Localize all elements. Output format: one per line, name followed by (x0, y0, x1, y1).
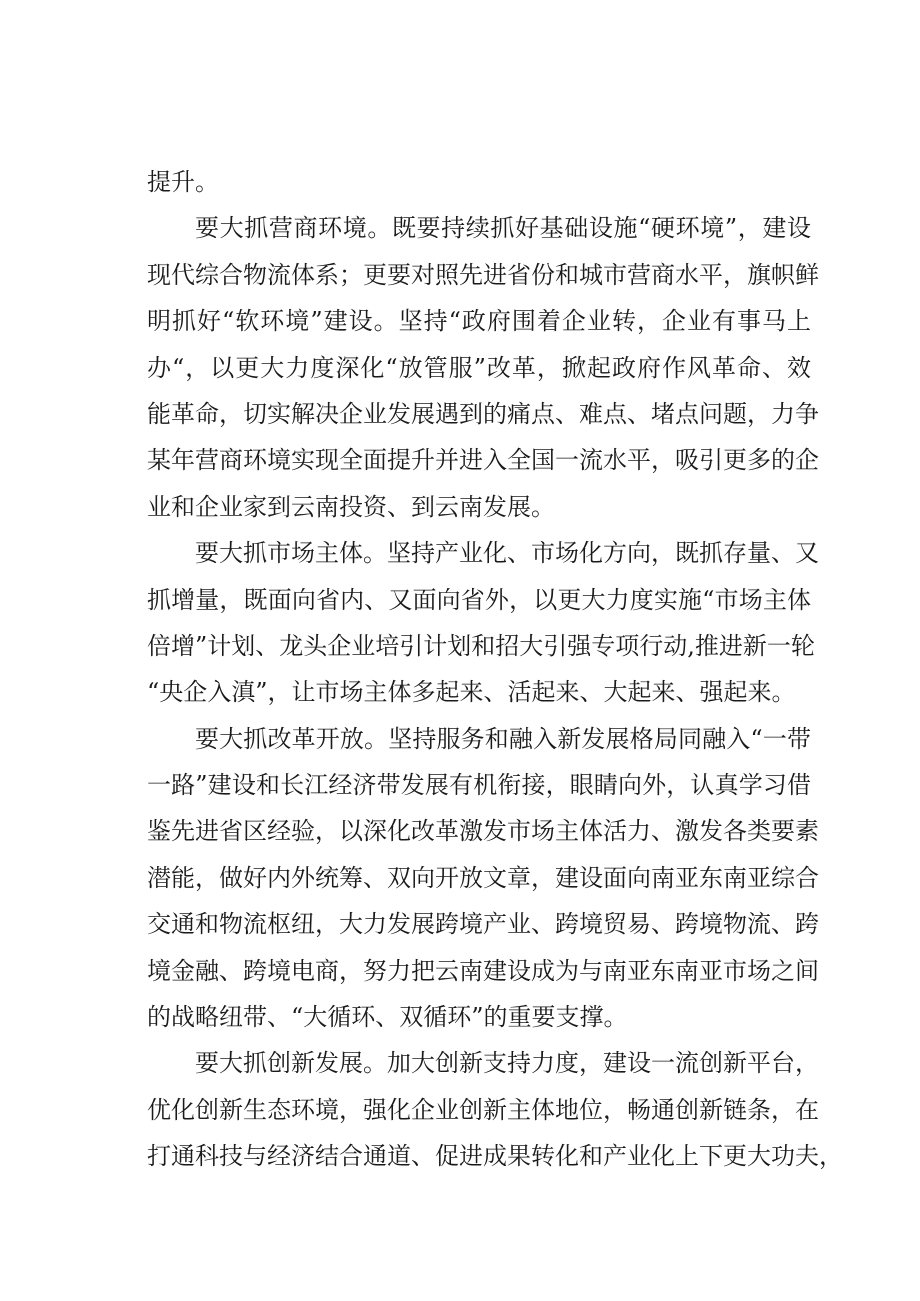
text-line: 倍增”计划、龙头企业培引计划和招大引强专项行动,推进新一轮 (147, 631, 815, 660)
text-line: 办“，以更大力度深化“放管服”改革，掀起政府作风革命、效 (147, 353, 811, 382)
paragraph-reform-opening (147, 716, 819, 1041)
text-line: 某年营商环境实现全面提升并进入全国一流水平，吸引更多的企 (147, 446, 819, 475)
paragraph-market-entities (147, 530, 819, 716)
text-line: 的战略纽带、“大循环、双循环”的重要支撑。 (147, 1003, 628, 1032)
text-line: 要大抓营商环境。既要持续抓好基础设施“硬环境”，建设 (195, 214, 811, 243)
text-line: 优化创新生态环境，强化企业创新主体地位，畅通创新链条，在 (147, 1095, 819, 1124)
text-line: 鉴先进省区经验，以深化改革激发市场主体活力、激发各类要素 (147, 817, 819, 846)
text-line: 能革命，切实解决企业发展遇到的痛点、难点、堵点问题，力争 (147, 399, 819, 428)
text-line: 打通科技与经济结合通道、促进成果转化和产业化上下更大功夫， (147, 1142, 843, 1171)
text-line: 交通和物流枢纽，大力发展跨境产业、跨境贸易、跨境物流、跨 (147, 910, 819, 939)
text-line: 要大抓创新发展。加大创新支持力度，建设一流创新平台， (195, 1049, 819, 1078)
text-line: 提升。 (147, 168, 219, 196)
text-line: 现代综合物流体系；更要对照先进省份和城市营商水平，旗帜鲜 (147, 260, 819, 289)
text-line: 抓增量，既面向省内、又面向省外，以更大力度实施“市场主体 (147, 585, 811, 614)
paragraph-business-environment (147, 205, 819, 530)
text-line: 业和企业家到云南投资、到云南发展。 (147, 492, 555, 521)
paragraph-continuation (147, 159, 811, 205)
text-line: 潜能，做好内外统筹、双向开放文章，建设面向南亚东南亚综合 (147, 863, 819, 892)
text-line: “央企入滇”，让市场主体多起来、活起来、大起来、强起来。 (147, 678, 796, 707)
text-line: 明抓好“软环境”建设。坚持“政府围着企业转，企业有事马上 (147, 307, 811, 336)
text-line: 一路”建设和长江经济带发展有机衔接，眼睛向外，认真学习借 (147, 771, 811, 800)
document-body (147, 159, 843, 1180)
text-line: 要大抓市场主体。坚持产业化、市场化方向，既抓存量、又 (195, 539, 819, 568)
paragraph-innovation (147, 1040, 843, 1179)
text-line: 境金融、跨境电商，努力把云南建设成为与南亚东南亚市场之间 (147, 956, 819, 985)
text-line: 要大抓改革开放。坚持服务和融入新发展格局同融入“一带 (195, 724, 811, 753)
